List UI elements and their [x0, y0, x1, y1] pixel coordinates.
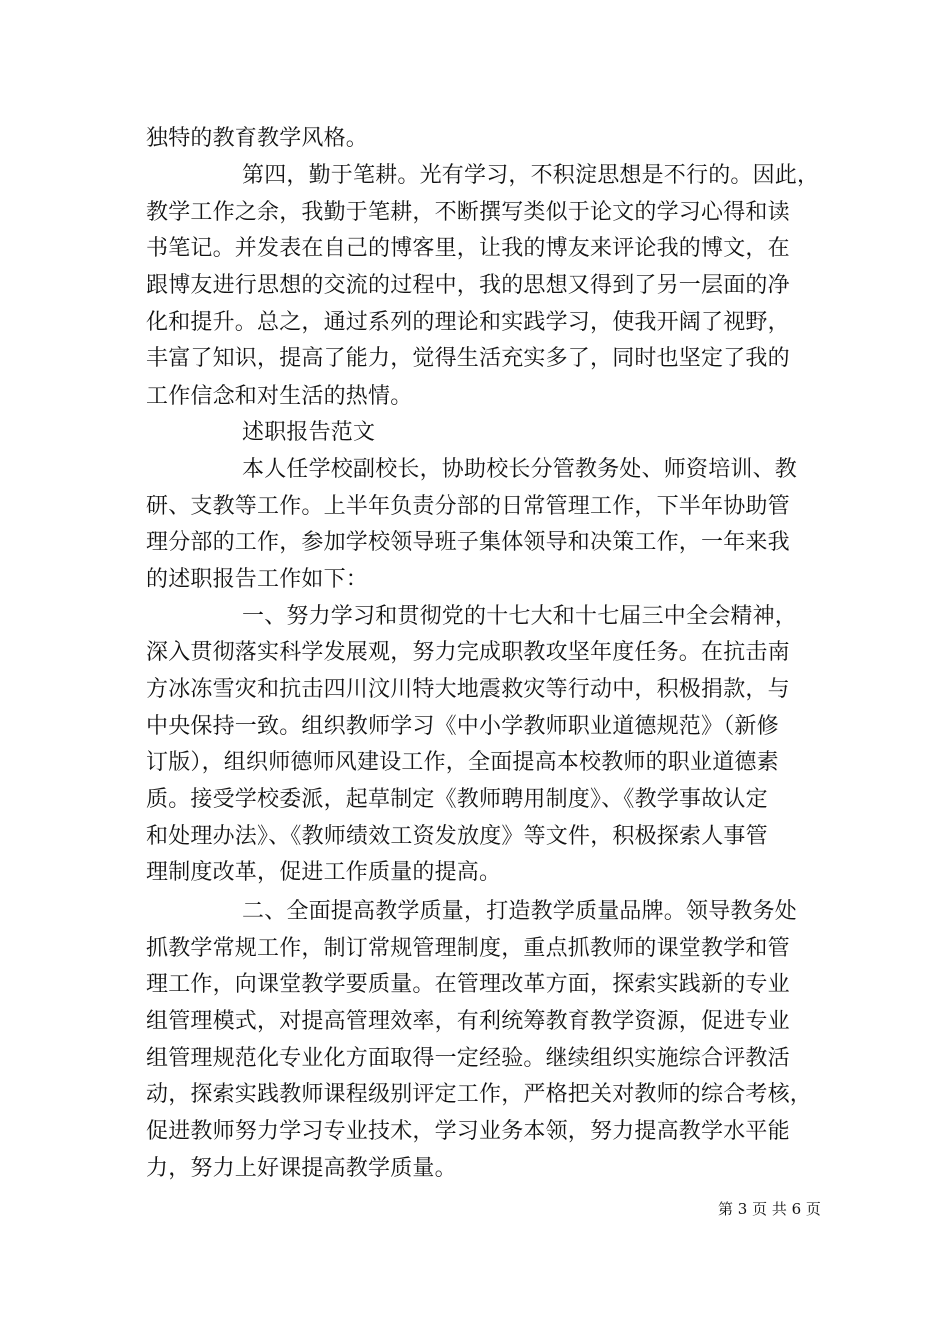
- text-line: 第四，勤于笔耕。光有学习，不积淀思想是不行的。因此，: [242, 163, 820, 188]
- text-line: 动，探索实践教师课程级别评定工作，严格把关对教师的综合考核，: [146, 1082, 813, 1107]
- text-line: 跟博友进行思想的交流的过程中，我的思想又得到了另一层面的净: [146, 273, 790, 298]
- text-line: 组管理模式，对提高管理效率，有利统筹教育教学资源，促进专业: [146, 1009, 790, 1034]
- text-line: 和处理办法》、《教师绩效工资发放度》等文件，积极探索人事管: [146, 824, 768, 849]
- text-line: 深入贯彻落实科学发展观，努力完成职教攻坚年度任务。在抗击南: [146, 640, 790, 665]
- text-line: 独特的教育教学风格。: [146, 126, 369, 151]
- text-line: 的述职报告工作如下：: [146, 567, 369, 592]
- text-line: 研、支教等工作。上半年负责分部的日常管理工作，下半年协助管: [146, 494, 790, 519]
- text-line: 理分部的工作，参加学校领导班子集体领导和决策工作，一年来我: [146, 530, 790, 555]
- text-line: 工作信念和对生活的热情。: [146, 384, 413, 409]
- text-line: 书笔记。并发表在自己的博客里，让我的博友来评论我的博文，在: [146, 236, 790, 261]
- text-line: 化和提升。总之，通过系列的理论和实践学习，使我开阔了视野，: [146, 310, 790, 335]
- page-number: 第 3 页 共 6 页: [718, 1200, 821, 1218]
- section-heading: 述职报告范文: [242, 420, 376, 445]
- text-line: 力，努力上好课提高教学质量。: [146, 1156, 457, 1181]
- text-line: 教学工作之余，我勤于笔耕，不断撰写类似于论文的学习心得和读: [146, 200, 790, 225]
- text-line: 促进教师努力学习专业技术，学习业务本领，努力提高教学水平能: [146, 1119, 790, 1144]
- text-line: 抓教学常规工作，制订常规管理制度，重点抓教师的课堂教学和管: [146, 936, 790, 961]
- text-line: 理制度改革，促进工作质量的提高。: [146, 860, 502, 885]
- text-line: 质。接受学校委派，起草制定《教师聘用制度》、《教学事故认定: [146, 787, 768, 812]
- text-line: 组管理规范化专业化方面取得一定经验。继续组织实施综合评教活: [146, 1046, 790, 1071]
- text-line: 本人任学校副校长，协助校长分管教务处、师资培训、教: [242, 457, 798, 482]
- text-line: 一、努力学习和贯彻党的十七大和十七届三中全会精神，: [242, 604, 798, 629]
- text-line: 理工作，向课堂教学要质量。在管理改革方面，探索实践新的专业: [146, 972, 790, 997]
- text-line: 丰富了知识，提高了能力，觉得生活充实多了，同时也坚定了我的: [146, 346, 790, 371]
- text-line: 订版），组织师德师风建设工作，全面提高本校教师的职业道德素: [146, 750, 779, 775]
- text-line: 二、全面提高教学质量，打造教学质量品牌。领导教务处: [242, 899, 798, 924]
- text-line: 中央保持一致。组织教师学习《中小学教师职业道德规范》（新修: [146, 714, 779, 739]
- text-line: 方冰冻雪灾和抗击四川汶川特大地震救灾等行动中，积极捐款，与: [146, 677, 790, 702]
